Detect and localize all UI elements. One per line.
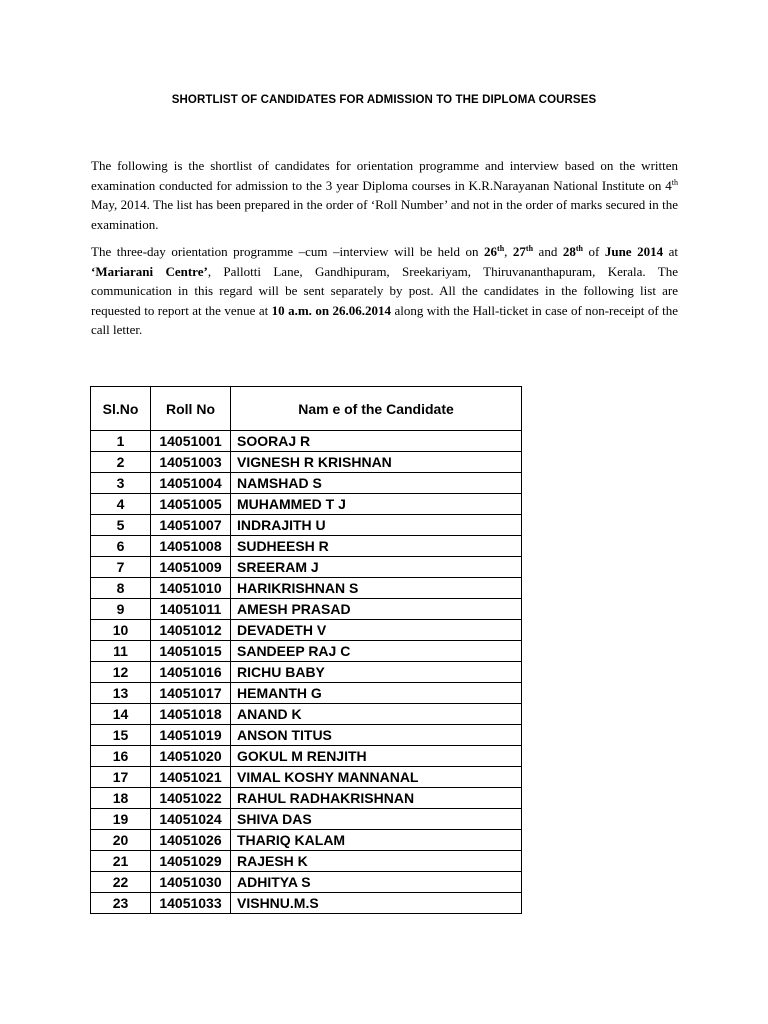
cell-rollno: 14051029 bbox=[151, 851, 231, 872]
table-row bbox=[91, 893, 522, 914]
table-row bbox=[91, 452, 522, 473]
cell-slno: 9 bbox=[91, 599, 151, 620]
cell-name: ANAND K bbox=[231, 704, 522, 725]
cell-rollno: 14051021 bbox=[151, 767, 231, 788]
date-28: 28 bbox=[562, 244, 576, 259]
table-row bbox=[91, 704, 522, 725]
cell-slno: 17 bbox=[91, 767, 151, 788]
cell-name: SREERAM J bbox=[231, 557, 522, 578]
cell-rollno: 14051015 bbox=[151, 641, 231, 662]
cell-name: DEVADETH V bbox=[231, 620, 522, 641]
cell-name: RICHU BABY bbox=[231, 662, 522, 683]
cell-rollno: 14051033 bbox=[151, 893, 231, 914]
cell-rollno: 14051019 bbox=[151, 725, 231, 746]
schedule-text-1: The three-day orientation programme –cum –interview will be held on bbox=[91, 244, 485, 259]
cell-name: SHIVA DAS bbox=[231, 809, 522, 830]
table-row bbox=[91, 830, 522, 851]
table-row bbox=[91, 431, 522, 452]
candidate-table bbox=[90, 386, 522, 914]
cell-name: ADHITYA S bbox=[231, 872, 522, 893]
table-row bbox=[91, 872, 522, 893]
table-row bbox=[91, 662, 522, 683]
report-time: 10 a.m. on 26.06.2014 bbox=[271, 302, 392, 318]
cell-name: ANSON TITUS bbox=[231, 725, 522, 746]
cell-rollno: 14051010 bbox=[151, 578, 231, 599]
sep-4: at bbox=[663, 244, 678, 259]
cell-slno: 2 bbox=[91, 452, 151, 473]
cell-rollno: 14051024 bbox=[151, 809, 231, 830]
cell-slno: 18 bbox=[91, 788, 151, 809]
cell-name: SUDHEESH R bbox=[231, 536, 522, 557]
cell-slno: 15 bbox=[91, 725, 151, 746]
schedule-text-2: , Pallotti Lane, Gandhipuram, Sreekariyam, Thiruvananthapuram, Kerala. The communication in this regard will be sent separately by post. All the candidates in the following list are requested to report at the venue at bbox=[91, 263, 678, 318]
cell-slno: 11 bbox=[91, 641, 151, 662]
cell-name: AMESH PRASAD bbox=[231, 599, 522, 620]
schedule-paragraph bbox=[91, 242, 678, 340]
table-row bbox=[91, 515, 522, 536]
cell-slno: 3 bbox=[91, 473, 151, 494]
intro-text-a: The following is the shortlist of candidates for orientation programme and interview based on the written examination conducted for admission to the 3 year Diploma courses in K.R.Narayanan National Institute on 4 bbox=[91, 158, 678, 193]
cell-slno: 5 bbox=[91, 515, 151, 536]
cell-rollno: 14051018 bbox=[151, 704, 231, 725]
date-26: 26 bbox=[484, 244, 498, 259]
table-header-row bbox=[91, 387, 522, 431]
date-27-sup: th bbox=[525, 244, 534, 253]
cell-name: SANDEEP RAJ C bbox=[231, 641, 522, 662]
table-row bbox=[91, 767, 522, 788]
cell-name: RAJESH K bbox=[231, 851, 522, 872]
cell-slno: 12 bbox=[91, 662, 151, 683]
cell-rollno: 14051030 bbox=[151, 872, 231, 893]
intro-text-b: May, 2014. The list has been prepared in the order of ‘Roll Number’ and not in the order of marks secured in the examination. bbox=[91, 197, 678, 232]
sep-2: and bbox=[533, 244, 563, 259]
cell-slno: 22 bbox=[91, 872, 151, 893]
cell-rollno: 14051008 bbox=[151, 536, 231, 557]
cell-slno: 20 bbox=[91, 830, 151, 851]
cell-rollno: 14051017 bbox=[151, 683, 231, 704]
table-row bbox=[91, 557, 522, 578]
cell-name: HEMANTH G bbox=[231, 683, 522, 704]
sep-1: , bbox=[504, 244, 513, 259]
table-row bbox=[91, 725, 522, 746]
month-year: June 2014 bbox=[604, 244, 664, 259]
cell-name: SOORAJ R bbox=[231, 431, 522, 452]
cell-rollno: 14051007 bbox=[151, 515, 231, 536]
schedule-text-3: along with the Hall-ticket in case of non-receipt of the call letter. bbox=[91, 302, 678, 337]
table-row bbox=[91, 620, 522, 641]
cell-slno: 1 bbox=[91, 431, 151, 452]
date-26-sup: th bbox=[497, 244, 505, 253]
table-row bbox=[91, 578, 522, 599]
cell-rollno: 14051005 bbox=[151, 494, 231, 515]
cell-slno: 13 bbox=[91, 683, 151, 704]
cell-rollno: 14051012 bbox=[151, 620, 231, 641]
table-row bbox=[91, 746, 522, 767]
cell-slno: 16 bbox=[91, 746, 151, 767]
table-row bbox=[91, 641, 522, 662]
venue-name: ‘Mariarani Centre’ bbox=[91, 263, 208, 279]
sep-3: of bbox=[582, 244, 605, 259]
cell-rollno: 14051016 bbox=[151, 662, 231, 683]
cell-slno: 14 bbox=[91, 704, 151, 725]
cell-name: VIGNESH R KRISHNAN bbox=[231, 452, 522, 473]
cell-slno: 4 bbox=[91, 494, 151, 515]
cell-name: RAHUL RADHAKRISHNAN bbox=[231, 788, 522, 809]
intro-sup: th bbox=[671, 177, 678, 187]
cell-name: THARIQ KALAM bbox=[231, 830, 522, 851]
header-name: Nam e of the Candidate bbox=[231, 387, 522, 431]
table-body bbox=[91, 431, 522, 914]
cell-name: VIMAL KOSHY MANNANAL bbox=[231, 767, 522, 788]
cell-name: INDRAJITH U bbox=[231, 515, 522, 536]
table-row bbox=[91, 599, 522, 620]
table-row bbox=[91, 683, 522, 704]
cell-name: NAMSHAD S bbox=[231, 473, 522, 494]
cell-slno: 21 bbox=[91, 851, 151, 872]
cell-slno: 19 bbox=[91, 809, 151, 830]
cell-rollno: 14051011 bbox=[151, 599, 231, 620]
cell-slno: 10 bbox=[91, 620, 151, 641]
header-slno: Sl.No bbox=[91, 387, 151, 431]
table-row bbox=[91, 494, 522, 515]
cell-slno: 23 bbox=[91, 893, 151, 914]
table-row bbox=[91, 536, 522, 557]
date-28-sup: th bbox=[575, 244, 583, 253]
table-row bbox=[91, 473, 522, 494]
page-title: SHORTLIST OF CANDIDATES FOR ADMISSION TO THE DIPLOMA COURSES bbox=[171, 94, 597, 106]
cell-rollno: 14051004 bbox=[151, 473, 231, 494]
cell-name: VISHNU.M.S bbox=[231, 893, 522, 914]
intro-paragraph bbox=[91, 156, 678, 234]
date-27: 27 bbox=[512, 244, 526, 259]
table-row bbox=[91, 809, 522, 830]
cell-name: GOKUL M RENJITH bbox=[231, 746, 522, 767]
cell-slno: 8 bbox=[91, 578, 151, 599]
table-row bbox=[91, 788, 522, 809]
cell-slno: 7 bbox=[91, 557, 151, 578]
cell-rollno: 14051003 bbox=[151, 452, 231, 473]
cell-rollno: 14051022 bbox=[151, 788, 231, 809]
cell-rollno: 14051020 bbox=[151, 746, 231, 767]
cell-name: MUHAMMED T J bbox=[231, 494, 522, 515]
cell-name: HARIKRISHNAN S bbox=[231, 578, 522, 599]
cell-rollno: 14051001 bbox=[151, 431, 231, 452]
cell-rollno: 14051026 bbox=[151, 830, 231, 851]
cell-slno: 6 bbox=[91, 536, 151, 557]
table-row bbox=[91, 851, 522, 872]
cell-rollno: 14051009 bbox=[151, 557, 231, 578]
header-rollno: Roll No bbox=[151, 387, 231, 431]
